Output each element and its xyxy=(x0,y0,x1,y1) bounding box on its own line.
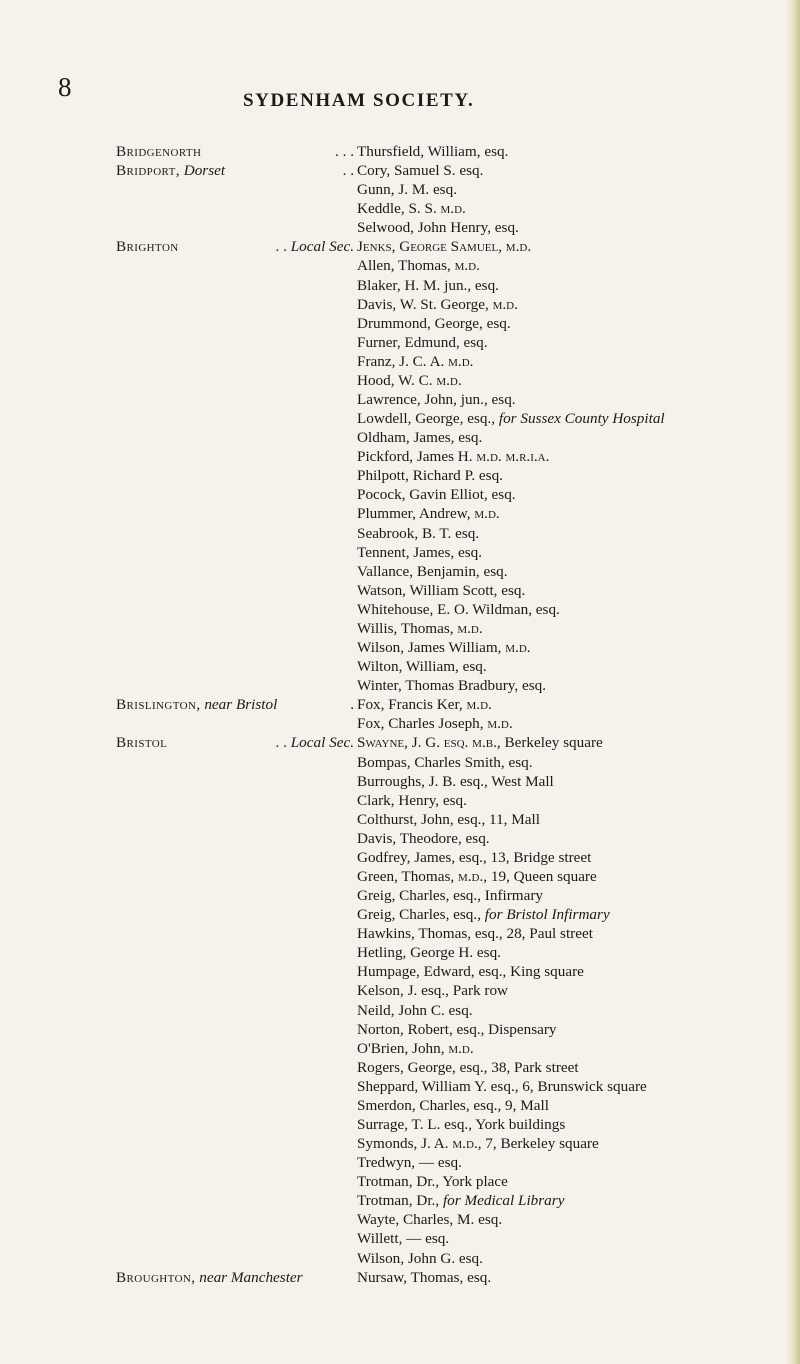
place-name xyxy=(116,1268,354,1287)
member-entry xyxy=(357,1229,449,1248)
place-name xyxy=(116,695,354,714)
list-item xyxy=(0,1115,800,1134)
dot-leader: . . xyxy=(275,238,287,256)
place-suffix xyxy=(276,237,354,256)
member-entry xyxy=(357,295,518,314)
member-text: Hetling, George H. esq. xyxy=(357,944,501,962)
member-entry xyxy=(357,409,665,428)
member-entry xyxy=(357,237,531,256)
member-text: Seabrook, B. T. esq. xyxy=(357,524,480,542)
list-item xyxy=(0,485,800,504)
member-entry xyxy=(357,218,519,237)
member-text: Colthurst, John, esq., 11, Mall xyxy=(357,810,540,828)
list-item xyxy=(0,791,800,810)
member-entry xyxy=(357,638,531,657)
member-entry xyxy=(357,1001,473,1020)
member-text: m.d. xyxy=(448,352,474,370)
member-text: Gunn, J. M. esq. xyxy=(357,181,457,199)
list-item xyxy=(0,905,800,924)
member-text: Willis, Thomas, xyxy=(357,619,458,637)
member-text: m.d. xyxy=(457,867,484,885)
list-item xyxy=(0,543,800,562)
member-entry xyxy=(357,1249,483,1268)
member-text: O'Brien, John, xyxy=(357,1039,449,1057)
member-text: m.d. xyxy=(474,505,500,523)
member-text: Selwood, John Henry, esq. xyxy=(357,219,519,237)
list-item xyxy=(0,1268,800,1287)
member-text: Neild, John C. esq. xyxy=(357,1001,473,1019)
member-text: , Berkeley square xyxy=(496,734,603,752)
member-entry xyxy=(357,562,508,581)
place-suffix xyxy=(350,695,354,714)
member-text: m.d. xyxy=(466,696,492,714)
page-number: 8 xyxy=(58,72,72,102)
member-entry xyxy=(357,1096,549,1115)
list-item xyxy=(0,390,800,409)
member-text: Winter, Thomas Bradbury, esq. xyxy=(357,677,547,695)
member-entry xyxy=(357,1268,491,1287)
member-entry xyxy=(357,1134,599,1153)
member-text: Wilson, James William, xyxy=(357,639,506,657)
place-suffix xyxy=(276,733,354,752)
member-text: Thursfield, William, esq. xyxy=(357,143,509,160)
member-entry xyxy=(357,695,492,714)
member-text: Cory, Samuel S. esq. xyxy=(357,162,484,180)
member-text: Davis, Theodore, esq. xyxy=(357,829,490,847)
list-item xyxy=(0,1077,800,1096)
place-suffix xyxy=(343,161,354,180)
list-item xyxy=(0,753,800,772)
list-item xyxy=(0,657,800,676)
place-name xyxy=(116,142,354,161)
member-text: Tennent, James, esq. xyxy=(357,543,483,561)
member-entry xyxy=(357,1115,565,1134)
member-entry xyxy=(357,905,610,924)
member-text: m.d. m.r.i.a. xyxy=(476,448,550,466)
place-label: Broughton, xyxy=(116,1268,196,1286)
member-entry xyxy=(357,981,508,1000)
member-text: Drummond, George, esq. xyxy=(357,314,511,332)
place-label: Brighton xyxy=(116,238,179,256)
member-text: m.d. xyxy=(454,257,480,275)
member-entry xyxy=(357,1077,647,1096)
list-item xyxy=(0,504,800,523)
member-entry xyxy=(357,466,503,485)
member-text: Swayne, J. G. esq. m.b. xyxy=(357,734,497,752)
member-entry xyxy=(357,504,500,523)
list-item xyxy=(0,218,800,237)
list-item xyxy=(0,1058,800,1077)
member-text: Greig, Charles, esq., Infirmary xyxy=(357,887,543,905)
member-entry xyxy=(357,142,508,161)
member-text: Trotman, Dr., York place xyxy=(357,1173,508,1191)
list-item xyxy=(0,562,800,581)
member-text: Smerdon, Charles, esq., 9, Mall xyxy=(357,1096,549,1114)
list-item xyxy=(0,981,800,1000)
member-text: Hood, W. C. xyxy=(357,371,437,389)
list-item xyxy=(0,581,800,600)
member-entry xyxy=(357,1191,564,1210)
member-entry xyxy=(357,714,513,733)
member-text: Pocock, Gavin Elliot, esq. xyxy=(357,486,516,504)
member-entry xyxy=(357,1039,474,1058)
dot-leader: . . xyxy=(275,734,287,752)
member-text: Norton, Robert, esq., Dispensary xyxy=(357,1020,557,1038)
place-note: Dorset xyxy=(183,162,226,180)
list-item xyxy=(0,371,800,390)
place-name xyxy=(116,733,354,752)
member-entry xyxy=(357,524,479,543)
member-text: Sheppard, William Y. esq., 6, Brunswick square xyxy=(357,1077,647,1095)
member-text: Jenks, George Samuel, m.d. xyxy=(357,238,532,256)
list-item xyxy=(0,772,800,791)
member-text: Blaker, H. M. jun., esq. xyxy=(357,276,499,294)
list-item xyxy=(0,1039,800,1058)
list-item xyxy=(0,600,800,619)
member-entry xyxy=(357,333,488,352)
member-text: Lowdell, George, esq., xyxy=(357,410,499,428)
list-item xyxy=(0,1249,800,1268)
list-item xyxy=(0,638,800,657)
member-text: m.d. xyxy=(487,715,513,733)
list-item xyxy=(0,695,800,714)
list-item xyxy=(0,237,800,256)
place-note: near Manchester xyxy=(199,1268,303,1286)
list-item xyxy=(0,1153,800,1172)
list-item xyxy=(0,1020,800,1039)
member-text: for Sussex County Hospital xyxy=(498,410,665,428)
member-entry xyxy=(357,581,525,600)
member-text: Plummer, Andrew, xyxy=(357,505,475,523)
member-text: Kelson, J. esq., Park row xyxy=(357,982,509,1000)
member-entry xyxy=(357,199,466,218)
member-text: Franz, J. C. A. xyxy=(357,352,449,370)
place-suffix xyxy=(335,142,354,161)
member-entry xyxy=(357,733,603,752)
member-entry xyxy=(357,1153,462,1172)
member-text: m.d. xyxy=(505,639,531,657)
member-entry xyxy=(357,180,457,199)
member-entry xyxy=(357,943,501,962)
member-text: Philpott, Richard P. esq. xyxy=(357,467,503,485)
member-text: Lawrence, John, jun., esq. xyxy=(357,391,516,409)
member-text: Green, Thomas, xyxy=(357,867,458,885)
member-text: for Bristol Infirmary xyxy=(484,906,610,924)
list-item xyxy=(0,714,800,733)
member-entry xyxy=(357,600,560,619)
member-text: Keddle, S. S. xyxy=(357,200,441,218)
list-item xyxy=(0,810,800,829)
list-item xyxy=(0,962,800,981)
member-entry xyxy=(357,1210,502,1229)
member-entry xyxy=(357,810,540,829)
list-item xyxy=(0,524,800,543)
place-label: Bridgenorth xyxy=(116,143,202,160)
member-entry xyxy=(357,772,554,791)
member-entry xyxy=(357,428,482,447)
place-note: near Bristol xyxy=(204,696,278,714)
list-item xyxy=(0,142,800,161)
member-text: for Medical Library xyxy=(442,1192,565,1210)
member-text: Tredwyn, — esq. xyxy=(357,1154,462,1172)
member-text: Nursaw, Thomas, esq. xyxy=(357,1268,492,1286)
list-item xyxy=(0,409,800,428)
member-entry xyxy=(357,447,549,466)
member-entry xyxy=(357,657,487,676)
list-item xyxy=(0,161,800,180)
member-text: , 7, Berkeley square xyxy=(477,1135,599,1153)
list-item xyxy=(0,1096,800,1115)
member-entry xyxy=(357,676,546,695)
list-item xyxy=(0,1191,800,1210)
running-head: SYDENHAM SOCIETY. xyxy=(243,90,475,111)
member-entry xyxy=(357,485,516,504)
list-item xyxy=(0,733,800,752)
member-text: Wilton, William, esq. xyxy=(357,658,487,676)
list-item xyxy=(0,333,800,352)
member-entry xyxy=(357,791,467,810)
member-text: Pickford, James H. xyxy=(357,448,477,466)
member-text: m.d. xyxy=(492,295,518,313)
member-text: Greig, Charles, esq., xyxy=(357,906,485,924)
member-text: Allen, Thomas, xyxy=(357,257,455,275)
member-text: Furner, Edmund, esq. xyxy=(357,333,488,351)
member-entry xyxy=(357,256,480,275)
member-entry xyxy=(357,543,482,562)
member-text: Wilson, John G. esq. xyxy=(357,1249,483,1267)
list-item xyxy=(0,295,800,314)
member-text: m.d. xyxy=(457,619,483,637)
member-entry xyxy=(357,1058,579,1077)
member-text: Humpage, Edward, esq., King square xyxy=(357,963,584,981)
member-text: Bompas, Charles Smith, esq. xyxy=(357,753,533,771)
place-name xyxy=(116,237,354,256)
list-item xyxy=(0,867,800,886)
list-item xyxy=(0,1229,800,1248)
member-entry xyxy=(357,924,593,943)
list-item xyxy=(0,180,800,199)
member-entry xyxy=(357,867,597,886)
member-text: Fox, Francis Ker, xyxy=(357,696,467,714)
member-text: m.d. xyxy=(440,200,466,218)
member-entry xyxy=(357,886,543,905)
member-text: Surrage, T. L. esq., York buildings xyxy=(357,1115,566,1133)
member-text: m.d. xyxy=(448,1039,474,1057)
place-label: Bridport, xyxy=(116,162,180,180)
list-item xyxy=(0,1172,800,1191)
member-entry xyxy=(357,371,462,390)
list-item xyxy=(0,466,800,485)
list-item xyxy=(0,886,800,905)
list-item xyxy=(0,1210,800,1229)
member-entry xyxy=(357,829,490,848)
member-text: Wayte, Charles, M. esq. xyxy=(357,1211,503,1229)
list-item xyxy=(0,848,800,867)
place-label: Brislington, xyxy=(116,696,201,714)
member-text: Symonds, J. A. xyxy=(357,1135,453,1153)
member-text: Hawkins, Thomas, esq., 28, Paul street xyxy=(357,925,593,943)
member-text: Rogers, George, esq., 38, Park street xyxy=(357,1058,579,1076)
member-text: Burroughs, J. B. esq., West Mall xyxy=(357,772,554,790)
member-list xyxy=(0,142,800,1287)
member-text: Davis, W. St. George, xyxy=(357,295,493,313)
list-item xyxy=(0,1001,800,1020)
place-label: Bristol xyxy=(116,734,168,752)
list-item xyxy=(0,943,800,962)
member-text: Oldham, James, esq. xyxy=(357,429,483,447)
member-entry xyxy=(357,1172,508,1191)
list-item xyxy=(0,447,800,466)
dot-leader: . . . xyxy=(335,143,354,160)
list-item xyxy=(0,428,800,447)
member-entry xyxy=(357,314,511,333)
member-text: Willett, — esq. xyxy=(357,1230,450,1248)
member-entry xyxy=(357,161,483,180)
list-item xyxy=(0,924,800,943)
member-entry xyxy=(357,962,584,981)
list-item xyxy=(0,676,800,695)
member-text: m.d. xyxy=(436,371,462,389)
list-item xyxy=(0,199,800,218)
member-text: , 19, Queen square xyxy=(483,867,597,885)
member-entry xyxy=(357,753,533,772)
list-item xyxy=(0,314,800,333)
member-entry xyxy=(357,619,483,638)
member-text: Fox, Charles Joseph, xyxy=(357,715,488,733)
list-item xyxy=(0,829,800,848)
member-entry xyxy=(357,352,473,371)
member-text: Whitehouse, E. O. Wildman, esq. xyxy=(357,600,560,618)
member-text: Watson, William Scott, esq. xyxy=(357,581,526,599)
member-text: Godfrey, James, esq., 13, Bridge street xyxy=(357,848,592,866)
member-entry xyxy=(357,848,591,867)
member-text: Clark, Henry, esq. xyxy=(357,791,467,809)
member-text: Trotman, Dr., xyxy=(357,1192,443,1210)
local-secretary-label: Local Sec. xyxy=(290,238,354,256)
member-entry xyxy=(357,390,516,409)
list-item xyxy=(0,256,800,275)
list-item xyxy=(0,276,800,295)
dot-leader: . . xyxy=(342,162,354,180)
list-item xyxy=(0,352,800,371)
member-text: m.d. xyxy=(452,1135,478,1153)
member-entry xyxy=(357,1020,557,1039)
member-entry xyxy=(357,276,499,295)
list-item xyxy=(0,619,800,638)
list-item xyxy=(0,1134,800,1153)
member-text: Vallance, Benjamin, esq. xyxy=(357,562,508,580)
place-name xyxy=(116,161,354,180)
dot-leader: . xyxy=(350,696,354,714)
local-secretary-label: Local Sec. xyxy=(290,734,354,752)
